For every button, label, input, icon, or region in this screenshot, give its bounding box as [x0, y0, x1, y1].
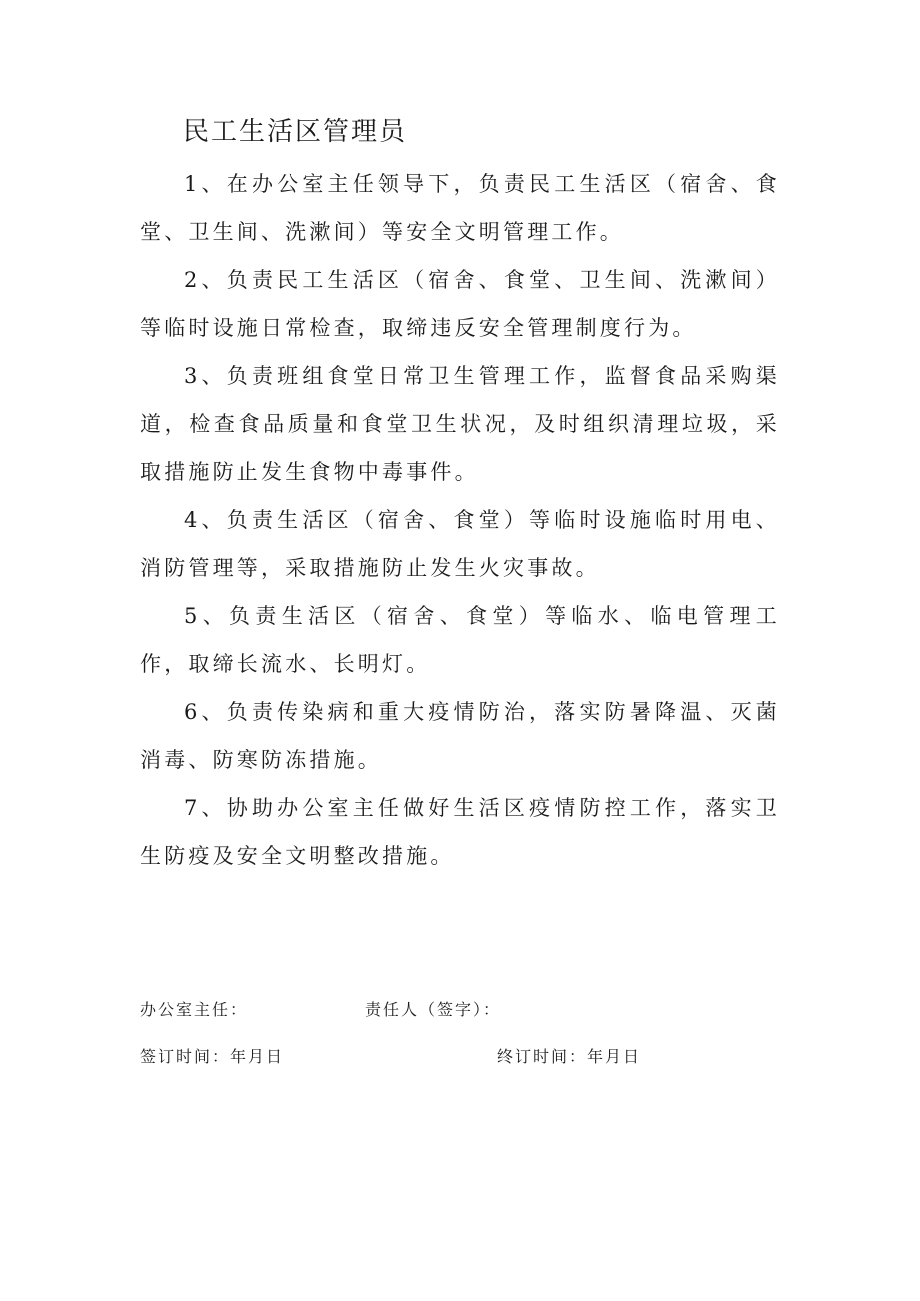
responsible-person-signature-label: 责任人（签字）： — [365, 1000, 502, 1019]
duty-item-1: 1、在办公室主任领导下，负责民工生活区（宿舍、食堂、卫生间、洗漱间）等安全文明管理工作。 — [140, 172, 780, 244]
duty-item-2: 2、负责民工生活区（宿舍、食堂、卫生间、洗漱间）等临时设施日常检查，取缔违反安全管理制度行为。 — [140, 268, 780, 340]
duty-item-4: 4、负责生活区（宿舍、食堂）等临时设施临时用电、消防管理等，采取措施防止发生火灾事故。 — [140, 508, 780, 580]
duty-item-3: 3、负责班组食堂日常卫生管理工作，监督食品采购渠道，检查食品质量和食堂卫生状况，及时组织清理垃圾，采取措施防止发生食物中毒事件。 — [140, 364, 780, 484]
duty-item-5: 5、负责生活区（宿舍、食堂）等临水、临电管理工作，取缔长流水、长明灯。 — [140, 604, 780, 676]
duties-list — [140, 160, 780, 880]
end-date-label: 终订时间：年月日 — [497, 1047, 642, 1066]
office-director-signature-label: 办公室主任： — [140, 1000, 249, 1019]
document-title: 民工生活区管理员 — [183, 117, 408, 147]
duty-item-6: 6、负责传染病和重大疫情防治，落实防暑降温、灭菌消毒、防寒防冻措施。 — [140, 700, 780, 772]
sign-date-label: 签订时间：年月日 — [140, 1047, 285, 1066]
duty-item-7: 7、协助办公室主任做好生活区疫情防控工作，落实卫生防疫及安全文明整改措施。 — [140, 796, 780, 868]
